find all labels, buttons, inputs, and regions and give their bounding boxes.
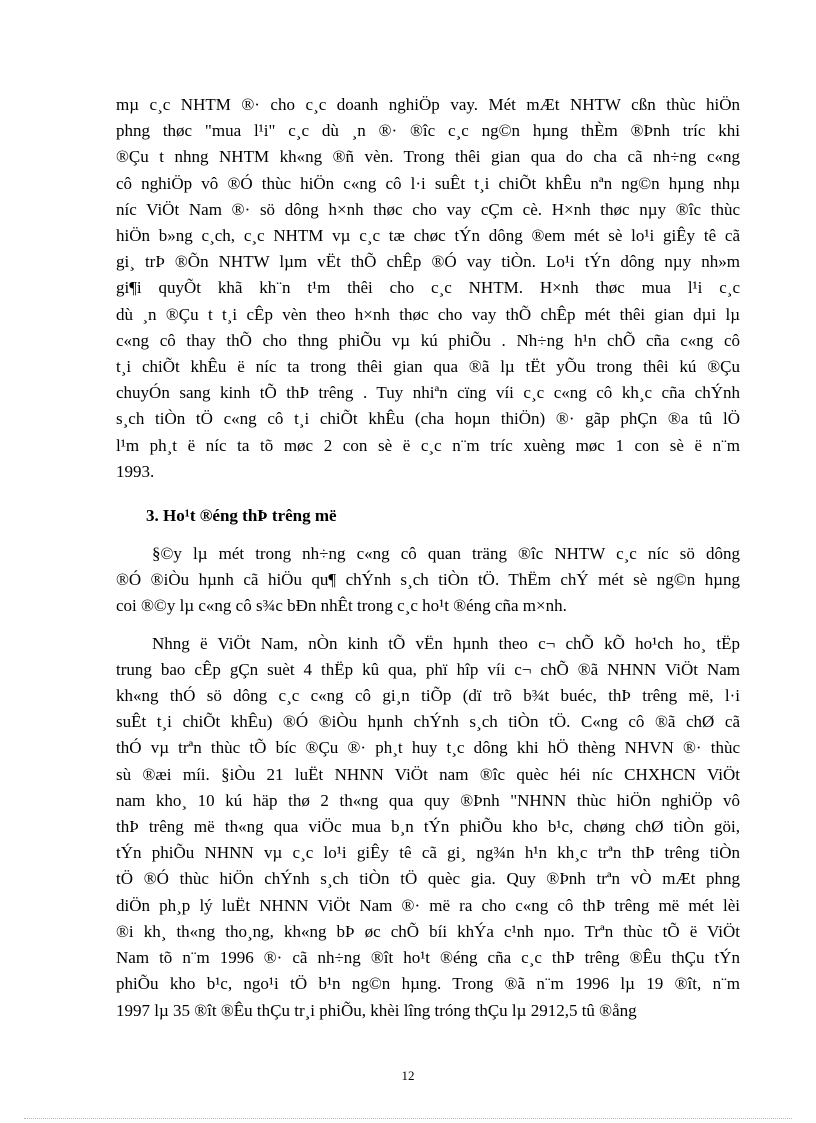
text-line: nam kho¸ 10 kú häp thø 2 th«ng qua quy ®Þnh "NHNN thùc hiÖn nghiÖp vô	[116, 790, 740, 810]
text-line: s¸ch tiÒn tÖ c«ng cô t¸i chiÕt khÊu (cha hoµn thiÖn) ®· gãp phÇn ®a tû lÖ	[116, 409, 740, 429]
text-line: Nam tõ n¨m 1996 ®· cã nh÷ng ®ît ho¹t ®éng cña c¸c thÞ trêng ®Êu thÇu tÝn	[116, 948, 740, 968]
text-line: níc ViÖt Nam ®· sö dông h×nh thøc cho vay cÇm cè. H×nh thøc nµy ®îc thùc	[116, 199, 740, 219]
text-line: tÖ ®Ó thùc hiÖn chÝnh s¸ch tiÒn tÖ quèc gia. Quy ®Þnh trªn vÒ mÆt phng	[116, 869, 740, 889]
section-heading-open-market: 3. Ho¹t ®éng thÞ trêng më	[146, 506, 337, 526]
text-line: c«ng cô thay thÕ cho thng phiÕu vµ kú phiÕu . Nh÷ng h¹n chÕ cña c«ng cô	[116, 330, 740, 350]
text-line: phiÕu kho b¹c, ngo¹i tÖ b¹n ng©n hµng. Trong ®ã n¨m 1996 lµ 19 ®ît, n¨m	[116, 974, 740, 994]
text-line: 1997 lµ 35 ®ît ®Êu thÇu tr¸i phiÕu, khèi lîng tróng thÇu lµ 2912,5 tû ®ång	[116, 1000, 637, 1020]
text-line: kh«ng thÓ sö dông c¸c c«ng cô gi¸n tiÕp (dï trõ b¾t buéc, thÞ trêng më, l·i	[116, 686, 740, 706]
text-line: suÊt t¸i chiÕt khÊu) ®Ó ®iÒu hµnh chÝnh s¸ch tiÒn tÖ. C«ng cô ®ã chØ cã	[116, 712, 740, 732]
paragraph-gap	[116, 620, 740, 631]
text-line: coi ®©y lµ c«ng cô s¾c bÐn nhÊt trong c¸c ho¹t ®éng cña m×nh.	[116, 596, 567, 616]
paragraph-open-market-intro	[116, 541, 740, 620]
footer-divider	[24, 1118, 792, 1119]
text-line: hiÖn b»ng c¸ch, c¸c NHTM vµ c¸c tæ chøc tÝn dông ®em mét sè lo¹i giÊy tê cã	[116, 226, 740, 246]
text-line: gi¶i quyÕt khã kh¨n t¹m thêi cho c¸c NHTM. H×nh thøc mua l¹i c¸c	[116, 278, 740, 298]
text-line: §©y lµ mét trong nh÷ng c«ng cô quan träng ®îc NHTW c¸c níc sö dông	[152, 544, 740, 564]
text-line: ®Çu t nhng NHTM kh«ng ®ñ vèn. Trong thêi gian qua do cha cã nh÷ng c«ng	[116, 147, 740, 167]
page-number: 12	[401, 1068, 415, 1083]
page-body	[116, 92, 740, 1024]
text-line: sù ®æi míi. §iÒu 21 luËt NHNN ViÖt nam ®îc quèc héi níc CHXHCN ViÖt	[116, 764, 740, 784]
text-line: l¹m ph¸t ë níc ta tõ møc 2 con sè ë c¸c n¨m tríc xuèng møc 1 con sè ë n¨m	[116, 435, 740, 455]
text-line: thÓ vµ trªn thùc tÕ bíc ®Çu ®· ph¸t huy t¸c dông khi hÖ thèng NHVN ®· thùc	[116, 738, 740, 758]
paragraph-vietnam-context	[116, 631, 740, 1024]
text-line: diÖn ph¸p lý luËt NHNN ViÖt Nam ®· më ra cho c«ng cô thÞ trêng më mét lèi	[116, 895, 740, 915]
paragraph-discount-window	[116, 92, 740, 485]
text-line: gi¸ trÞ ®Õn NHTW lµm vËt thÕ chÊp ®Ó vay tiÒn. Lo¹i tÝn dông nµy nh»m	[116, 252, 740, 272]
text-line: tÝn phiÕu NHNN vµ c¸c lo¹i giÊy tê cã gi¸ ng¾n h¹n kh¸c trªn thÞ trêng tiÒn	[116, 843, 740, 863]
text-line: ®i kh¸ th«ng tho¸ng, kh«ng bÞ øc chÕ bíi khÝa c¹nh nµo. Trªn thùc tÕ ë ViÖt	[116, 921, 740, 941]
text-line: dù ¸n ®Çu t t¸i cÊp vèn theo h×nh thøc cho vay thÕ chÊp mét thêi gian dµi lµ	[116, 304, 740, 324]
text-line: 1993.	[116, 461, 155, 481]
text-line: t¸i chiÕt khÊu ë níc ta trong thêi gian qua ®ã lµ tËt yÕu trong thêi kú ®Çu	[116, 357, 740, 377]
text-line: mµ c¸c NHTM ®· cho c¸c doanh nghiÖp vay. Mét mÆt NHTW cßn thùc hiÖn	[116, 95, 740, 114]
text-line: Nhng ë ViÖt Nam, nÒn kinh tÕ vËn hµnh theo c¬ chÕ kÕ ho¹ch ho¸ tËp	[152, 633, 740, 653]
text-line: chuyÓn sang kinh tÕ thÞ trêng . Tuy nhiªn cïng víi c¸c c«ng cô kh¸c cña chÝnh	[116, 383, 740, 403]
text-line: ®Ó ®iÒu hµnh cã hiÖu qu¶ chÝnh s¸ch tiÒn tÖ. ThËm chÝ mét sè ng©n hµng	[116, 570, 740, 590]
text-line: thÞ trêng më th«ng qua viÖc mua b¸n tÝn phiÕu kho b¹c, chøng chØ tiÒn göi,	[116, 817, 740, 837]
text-line: trung bao cÊp gÇn suèt 4 thËp kû qua, phï hîp víi c¬ chÕ ®ã NHNN ViÖt Nam	[116, 659, 740, 679]
text-line: cô nghiÖp vô ®Ó thùc hiÖn c«ng cô l·i suÊt t¸i chiÕt khÊu nªn ng©n hµng nhµ	[116, 173, 740, 193]
text-line: phng thøc "mua l¹i" c¸c dù ¸n ®· ®îc c¸c ng©n hµng thÈm ®Þnh tríc khi	[116, 121, 740, 141]
